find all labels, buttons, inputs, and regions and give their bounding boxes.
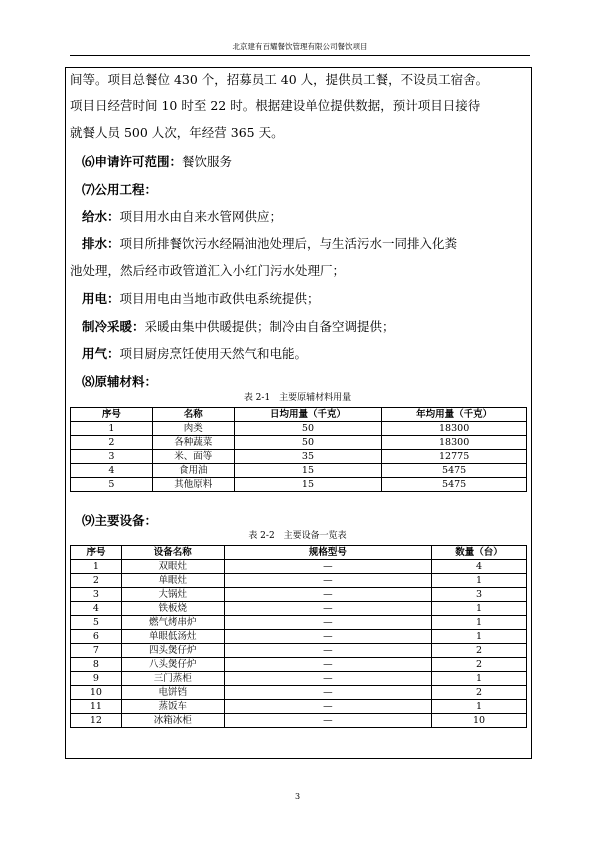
water-paragraph: [82, 208, 282, 226]
table-cell: 50: [234, 422, 382, 436]
table-cell: 3: [71, 588, 122, 602]
table-cell: 1: [432, 616, 527, 630]
table-cell: 1: [432, 630, 527, 644]
table-cell: 三门蒸柜: [121, 672, 224, 686]
table-cell: —: [224, 588, 431, 602]
header-cell: 序号: [71, 408, 153, 422]
page-number: 3: [294, 792, 301, 801]
materials-title: ⑻原辅材料：: [82, 374, 158, 389]
scope-paragraph: [82, 153, 232, 171]
table-cell: 5: [71, 616, 122, 630]
header-cell: 规格型号: [224, 546, 431, 560]
table-cell: —: [224, 714, 431, 728]
water-label: 给水：: [82, 209, 120, 224]
table-cell: 八头煲仔炉: [121, 658, 224, 672]
table-row: [71, 478, 527, 492]
table-row: [71, 450, 527, 464]
page-header: 北京建有百耀餐饮管理有限公司餐饮项目: [70, 41, 530, 56]
drain-value-2: 池处理，然后经市政管道汇入小红门污水处理厂；: [70, 263, 346, 278]
table-cell: 11: [71, 700, 122, 714]
table-cell: 50: [234, 436, 382, 450]
table-cell: —: [224, 672, 431, 686]
table-row: [71, 714, 527, 728]
intro-line-1: 间等。项目总餐位 430 个，招募员工 40 人，提供员工餐，不设员工宿舍。: [70, 72, 489, 87]
materials-table: [70, 407, 527, 492]
table-cell: 3: [432, 588, 527, 602]
table-cell: —: [224, 560, 431, 574]
table-cell: 2: [71, 436, 153, 450]
table-cell: 10: [432, 714, 527, 728]
table-cell: 1: [432, 672, 527, 686]
table-cell: 电饼铛: [121, 686, 224, 700]
table-cell: 3: [71, 450, 153, 464]
table-header-row: [71, 408, 527, 422]
table-cell: 1: [432, 602, 527, 616]
power-label: 用电：: [82, 291, 120, 306]
water-value: 项目用水由自来水管网供应；: [119, 209, 283, 224]
table-row: [71, 422, 527, 436]
table-cell: 双眼灶: [121, 560, 224, 574]
table-row: [71, 644, 527, 658]
table-cell: 1: [71, 560, 122, 574]
intro-line-3: 就餐人员 500 人次，年经营 365 天。: [70, 125, 284, 140]
header-cell: 数量（台）: [432, 546, 527, 560]
table-row: [71, 560, 527, 574]
gas-paragraph: [82, 345, 307, 363]
table-cell: 18300: [382, 422, 527, 436]
materials-caption: 表 2-1 主要原辅材料用量: [243, 393, 352, 403]
table-cell: —: [224, 616, 431, 630]
equipment-caption: 表 2-2 主要设备一览表: [248, 531, 347, 541]
table-cell: 4: [71, 464, 153, 478]
hvac-paragraph: [82, 318, 395, 336]
table-cell: 12: [71, 714, 122, 728]
scope-label: ⑹申请许可范围：: [82, 154, 183, 169]
table-cell: 四头煲仔炉: [121, 644, 224, 658]
header-cell: 年均用量（千克）: [382, 408, 527, 422]
header-cell: 日均用量（千克）: [234, 408, 382, 422]
drain-paragraph: [82, 235, 457, 253]
table-cell: 2: [432, 644, 527, 658]
header-cell: 设备名称: [121, 546, 224, 560]
table-row: [71, 574, 527, 588]
table-cell: 6: [71, 630, 122, 644]
scope-value: 餐饮服务: [182, 154, 233, 169]
table-cell: —: [224, 574, 431, 588]
table-row: [71, 630, 527, 644]
table-cell: 18300: [382, 436, 527, 450]
table-cell: 10: [71, 686, 122, 700]
gas-label: 用气：: [82, 346, 120, 361]
table-cell: 食用油: [152, 464, 234, 478]
table-cell: 铁板烧: [121, 602, 224, 616]
table-cell: 9: [71, 672, 122, 686]
table-cell: 其他原料: [152, 478, 234, 492]
table-row: [71, 658, 527, 672]
table-header-row: [71, 546, 527, 560]
table-cell: 15: [234, 478, 382, 492]
power-value: 项目用电由当地市政供电系统提供；: [119, 291, 320, 306]
table-cell: 5475: [382, 478, 527, 492]
table-cell: —: [224, 658, 431, 672]
table-cell: 5475: [382, 464, 527, 478]
table-cell: 冰箱冰柜: [121, 714, 224, 728]
table-cell: —: [224, 686, 431, 700]
table-cell: 肉类: [152, 422, 234, 436]
header-cell: 序号: [71, 546, 122, 560]
intro-line-2: 项目日经营时间 10 时至 22 时。根据建设单位提供数据，预计项目日接待: [70, 98, 481, 113]
power-paragraph: [82, 290, 320, 308]
table-cell: 大锅灶: [121, 588, 224, 602]
equipment-title: ⑼主要设备：: [82, 513, 158, 528]
equipment-table: [70, 545, 527, 728]
table-cell: 4: [432, 560, 527, 574]
table-row: [71, 436, 527, 450]
utilities-title: ⑺公用工程：: [82, 182, 158, 197]
table-cell: 12775: [382, 450, 527, 464]
hvac-value: 采暖由集中供暖提供；制冷由自备空调提供；: [144, 319, 395, 334]
table-cell: 2: [432, 658, 527, 672]
table-cell: 蒸饭车: [121, 700, 224, 714]
table-row: [71, 686, 527, 700]
table-cell: 4: [71, 602, 122, 616]
drain-value-1: 项目所排餐饮污水经隔油池处理后，与生活污水一同排入化粪: [119, 236, 458, 251]
table-cell: 1: [432, 574, 527, 588]
table-row: [71, 700, 527, 714]
table-cell: 2: [432, 686, 527, 700]
table-cell: 7: [71, 644, 122, 658]
table-cell: —: [224, 644, 431, 658]
table-cell: 各种蔬菜: [152, 436, 234, 450]
table-cell: 15: [234, 464, 382, 478]
header-cell: 名称: [152, 408, 234, 422]
table-cell: 2: [71, 574, 122, 588]
table-cell: 单眼低汤灶: [121, 630, 224, 644]
table-row: [71, 464, 527, 478]
table-row: [71, 588, 527, 602]
table-cell: —: [224, 700, 431, 714]
table-cell: 单眼灶: [121, 574, 224, 588]
table-cell: 1: [71, 422, 153, 436]
table-cell: 燃气烤串炉: [121, 616, 224, 630]
drain-label: 排水：: [82, 236, 120, 251]
table-row: [71, 616, 527, 630]
gas-value: 项目厨房烹饪使用天然气和电能。: [119, 346, 308, 361]
table-cell: 5: [71, 478, 153, 492]
table-cell: —: [224, 630, 431, 644]
table-cell: 1: [432, 700, 527, 714]
table-row: [71, 672, 527, 686]
table-cell: —: [224, 602, 431, 616]
hvac-label: 制冷采暖：: [82, 319, 145, 334]
table-cell: 8: [71, 658, 122, 672]
table-row: [71, 602, 527, 616]
table-cell: 米、面等: [152, 450, 234, 464]
table-cell: 35: [234, 450, 382, 464]
